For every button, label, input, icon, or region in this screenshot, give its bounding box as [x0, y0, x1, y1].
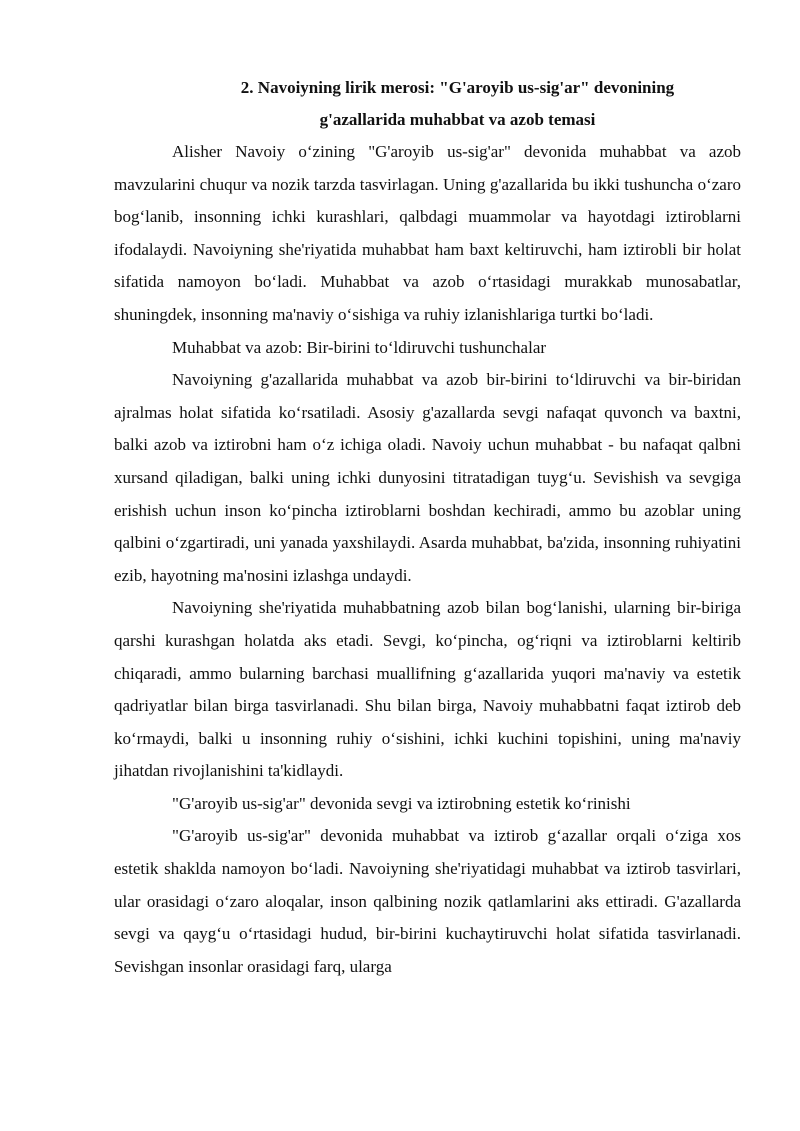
subheading-aesthetic-view: "G'aroyib us-sig'ar" devonida sevgi va iztirobning estetik ko‘rinishi — [172, 793, 631, 813]
subheading-love-and-suffering: Muhabbat va azob: Bir-birini to‘ldiruvchi tushunchalar — [172, 337, 547, 357]
paragraph-aesthetic-form: "G'aroyib us-sig'ar" devonida muhabbat va iztirob g‘azallar orqali o‘ziga xos estetik shaklda namoyon bo‘ladi. Navoiyning she'riyatidagi muhabbat va iztirob tasvirlari, ular orasidagi o‘zaro aloqalar, inson qalbining nozik qatlamlarini aks ettiradi. G'azallarda sevgi va qayg‘u o‘rtasidagi hudud, bir-birini kuchaytiruvchi holat sifatida tasvirlanadi. Sevishgan insonlar orasidagi farq, ularga — [114, 826, 741, 976]
section-title — [114, 72, 741, 136]
paragraph-love-suffering-link: Navoiyning she'riyatida muhabbatning azob bilan bog‘lanishi, ularning bir-biriga qarshi kurashgan holatda aks etadi. Sevgi, ko‘pincha, og‘riqni va iztiroblarni keltirib chiqaradi, ammo bularning barchasi muallifning g‘azallarida yuqori ma'naviy va estetik qadriyatlar bilan birga tasvirlanadi. Shu bilan birga, Navoiy muhabbatni faqat iztirob deb ko‘rmaydi, balki u insonning ruhiy o‘sishini, ichki kuchini topishini, uning ma'naviy jihatdan rivojlanishini ta'kidlaydi. — [114, 598, 741, 781]
section-title-line-1: 2. Navoiyning lirik merosi: "G'aroyib us-sig'ar" devonining — [240, 78, 675, 97]
section-title-line-2: g'azallarida muhabbat va azob temasi — [319, 110, 596, 129]
paragraph-complementary-concepts: Navoiyning g'azallarida muhabbat va azob bir-birini to‘ldiruvchi va bir-biridan ajralmas holat sifatida ko‘rsatiladi. Asosiy g'azallarda sevgi nafaqat quvonch va baxtni, balki azob va iztirobni ham o‘z ichiga oladi. Navoiy uchun muhabbat - bu nafaqat qalbni xursand qiladigan, balki uning ichki dunyosini titratadigan tuyg‘u. Sevishish va sevgiga erishish uchun inson ko‘pincha iztiroblarni boshdan kechiradi, ammo bu azoblar uning qalbini o‘zgartiradi, uni yanada yaxshilaydi. Asarda muhabbat, ba'zida, insonning ruhiyatini ezib, hayotning ma'nosini izlashga undaydi. — [114, 370, 741, 585]
paragraph-intro: Alisher Navoiy o‘zining "G'aroyib us-sig'ar" devonida muhabbat va azob mavzularini chuqur va nozik tarzda tasvirlagan. Uning g'azallarida bu ikki tushuncha o‘zaro bog‘lanib, insonning ichki kurashlari, qalbdagi muammolar va hayotdagi iztiroblarni ifodalaydi. Navoiyning she'riyatida muhabbat ham baxt keltiruvchi, ham iztirobli bir holat sifatida namoyon bo‘ladi. Muhabbat va azob o‘rtasidagi murakkab munosabatlar, shuningdek, insonning ma'naviy o‘sishiga va ruhiy izlanishlariga turtki bo‘ladi. — [114, 142, 741, 324]
